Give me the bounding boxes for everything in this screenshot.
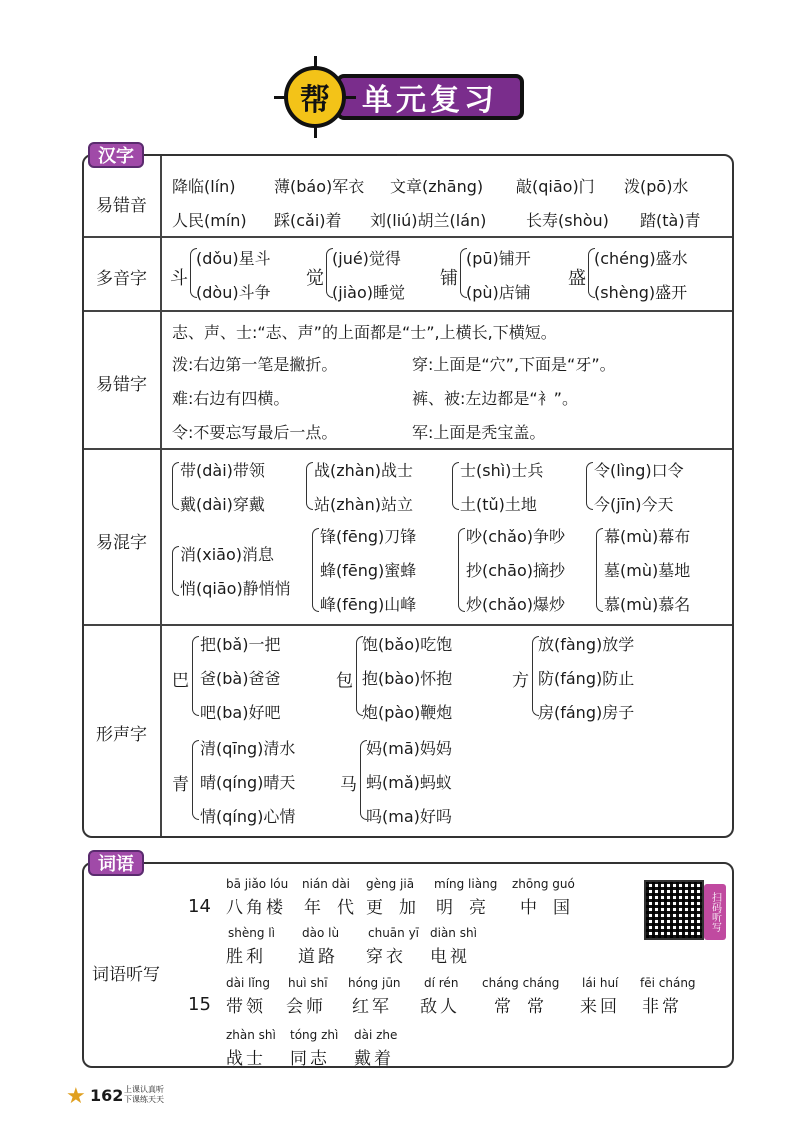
phonetic-item: 防(fáng)防止 [538, 669, 635, 688]
yicuoyin-item: 文章(zhāng) [390, 177, 484, 196]
qr-label: 扫码听写 [704, 884, 726, 940]
pinyin: cháng cháng [482, 976, 560, 990]
dictation-word: 同志 [290, 1049, 330, 1069]
pinyin: nián dài [302, 877, 351, 891]
phonetic-item: 吧(ba)好吧 [200, 703, 281, 722]
polyphone-reading: (dǒu)星斗 [196, 249, 271, 268]
dictation-word: 来回 [580, 997, 620, 1017]
yicuoyin-item: 踩(cǎi)着 [274, 211, 342, 230]
phonetic-item: 蚂(mǎ)蚂蚁 [366, 773, 452, 792]
pinyin: hóng jūn [348, 976, 401, 990]
dictation-word: 中国 [520, 898, 586, 918]
yicuoyin-item: 泼(pō)水 [624, 177, 689, 196]
footer-note [124, 1085, 164, 1105]
yicuoyin-item: 降临(lín) [172, 177, 236, 196]
pinyin: dào lù [302, 926, 340, 940]
row-label-yicuozi: 易错字 [96, 375, 147, 395]
pinyin: dài lǐng [226, 976, 271, 990]
polyphone-reading: (dòu)斗争 [196, 283, 271, 302]
polyphone-reading: (chéng)盛水 [594, 249, 688, 268]
star-icon: ★ [66, 1084, 86, 1109]
brace [312, 528, 319, 612]
row-divider [84, 624, 732, 626]
page-title: 单元复习 [336, 74, 524, 120]
dictation-word: 敌人 [420, 997, 460, 1017]
brace [586, 462, 593, 510]
pinyin: míng liàng [434, 877, 498, 891]
phonetic-item: 房(fáng)房子 [538, 703, 635, 722]
brace [306, 462, 313, 510]
polyphone-char: 盛 [568, 268, 586, 289]
yicuozi-note: 泼:右边第一笔是撇折。 [172, 355, 338, 374]
confusable-item: 峰(fēng)山峰 [320, 595, 417, 614]
confusable-item: 抄(chāo)摘抄 [466, 561, 566, 580]
dictation-word: 道路 [298, 947, 338, 967]
pinyin: fēi cháng [640, 976, 696, 990]
brace [596, 528, 603, 612]
row-label-duoyinzi: 多音字 [96, 269, 147, 289]
confusable-item: 墓(mù)墓地 [604, 561, 691, 580]
row-label-yihunzi: 易混字 [96, 533, 147, 553]
lesson-number-14: 14 [188, 896, 211, 917]
confusable-item: 悄(qiāo)静悄悄 [180, 579, 291, 598]
yicuozi-note: 穿:上面是“穴”,下面是“牙”。 [412, 355, 616, 374]
confusable-item: 带(dài)带领 [180, 461, 265, 480]
confusable-item: 慕(mù)慕名 [604, 595, 691, 614]
polyphone-reading: (shèng)盛开 [594, 283, 688, 302]
pinyin: lái huí [582, 976, 619, 990]
yicuoyin-item: 踏(tà)青 [640, 211, 701, 230]
yicuozi-note: 令:不要忘写最后一点。 [172, 423, 338, 442]
confusable-item: 锋(fēng)刀锋 [320, 527, 417, 546]
phonetic-root: 包 [336, 671, 353, 691]
confusable-item: 令(lìng)口令 [594, 461, 684, 480]
polyphone-reading: (jiào)睡觉 [332, 283, 405, 302]
header-badge: 帮 [284, 66, 346, 128]
dictation-word: 戴着 [354, 1049, 394, 1069]
pinyin: chuān yī [368, 926, 420, 940]
row-divider [84, 236, 732, 238]
brace [192, 636, 199, 716]
phonetic-item: 妈(mā)妈妈 [366, 739, 452, 758]
dictation-word: 红军 [352, 997, 392, 1017]
section-tag-hanzi: 汉字 [88, 142, 144, 168]
dictation-word: 明亮 [436, 898, 502, 918]
phonetic-root: 巴 [172, 671, 189, 691]
phonetic-root: 方 [512, 671, 529, 691]
pinyin: shèng lì [228, 926, 275, 940]
confusable-item: 士(shì)士兵 [460, 461, 544, 480]
row-divider [84, 448, 732, 450]
pinyin: zhàn shì [226, 1028, 276, 1042]
brace [458, 528, 465, 612]
yicuoyin-item: 长寿(shòu) [526, 211, 609, 230]
confusable-item: 土(tǔ)土地 [460, 495, 537, 514]
label-column-divider [160, 156, 162, 836]
pinyin: diàn shì [430, 926, 477, 940]
confusable-item: 炒(chǎo)爆炒 [466, 595, 566, 614]
phonetic-item: 情(qíng)心情 [200, 807, 296, 826]
row-label-dictation: 词语听写 [92, 965, 160, 985]
dictation-word: 胜利 [226, 947, 266, 967]
dictation-word: 年代 [304, 898, 370, 918]
phonetic-item: 清(qīng)清水 [200, 739, 296, 758]
yicuozi-note: 裤、被:左边都是“衤”。 [412, 389, 578, 408]
pinyin: tóng zhì [290, 1028, 339, 1042]
polyphone-char: 铺 [440, 268, 458, 289]
lesson-number-15: 15 [188, 994, 211, 1015]
section-tag-ciyu: 词语 [88, 850, 144, 876]
pinyin: dài zhe [354, 1028, 398, 1042]
yicuoyin-item: 刘(liú)胡兰(lán) [370, 211, 487, 230]
yicuozi-note: 难:右边有四横。 [172, 389, 290, 408]
polyphone-reading: (pū)铺开 [466, 249, 531, 268]
dictation-word: 常常 [494, 997, 560, 1017]
row-label-yicuoyin: 易错音 [96, 196, 147, 216]
phonetic-root: 青 [172, 775, 189, 795]
yicuoyin-item: 薄(báo)军衣 [274, 177, 365, 196]
polyphone-reading: (jué)觉得 [332, 249, 401, 268]
yicuozi-note: 志、声、士:“志、声”的上面都是“士”,上横长,下横短。 [172, 323, 557, 342]
confusable-item: 站(zhàn)站立 [314, 495, 413, 514]
yicuoyin-item: 人民(mín) [172, 211, 247, 230]
phonetic-item: 饱(bǎo)吃饱 [362, 635, 453, 654]
confusable-item: 幕(mù)幕布 [604, 527, 691, 546]
phonetic-item: 把(bǎ)一把 [200, 635, 281, 654]
phonetic-item: 放(fàng)放学 [538, 635, 635, 654]
qr-code[interactable] [644, 880, 704, 940]
row-label-xingshengzi: 形声字 [96, 725, 147, 745]
polyphone-char: 斗 [170, 268, 188, 289]
footer-note-line: 上课认真听 [124, 1085, 164, 1094]
confusable-item: 今(jīn)今天 [594, 495, 674, 514]
confusable-item: 戴(dài)穿戴 [180, 495, 265, 514]
polyphone-reading: (pù)店铺 [466, 283, 531, 302]
phonetic-item: 炮(pào)鞭炮 [362, 703, 453, 722]
brace [452, 462, 459, 510]
phonetic-item: 吗(ma)好吗 [366, 807, 452, 826]
brace [172, 462, 179, 510]
pinyin: dí rén [424, 976, 459, 990]
brace [172, 546, 179, 596]
polyphone-char: 觉 [306, 268, 324, 289]
dictation-word: 八角楼 [226, 898, 286, 918]
row-divider [84, 310, 732, 312]
dictation-word: 电视 [430, 947, 470, 967]
footer-note-line: 下课练天天 [124, 1095, 164, 1104]
confusable-item: 战(zhàn)战士 [314, 461, 413, 480]
phonetic-root: 马 [340, 775, 357, 795]
pinyin: huì shī [288, 976, 328, 990]
dictation-word: 穿衣 [366, 947, 406, 967]
phonetic-item: 爸(bà)爸爸 [200, 669, 281, 688]
brace [192, 740, 199, 820]
phonetic-item: 晴(qíng)晴天 [200, 773, 296, 792]
phonetic-item: 抱(bào)怀抱 [362, 669, 453, 688]
confusable-item: 蜂(fēng)蜜蜂 [320, 561, 417, 580]
yicuozi-note: 军:上面是秃宝盖。 [412, 423, 546, 442]
dictation-word: 带领 [226, 997, 266, 1017]
pinyin: bā jiǎo lóu [226, 877, 289, 891]
dictation-word: 非常 [642, 997, 682, 1017]
pinyin: zhōng guó [512, 877, 575, 891]
yicuoyin-item: 敲(qiāo)门 [516, 177, 595, 196]
dictation-word: 会师 [286, 997, 326, 1017]
page-number: 162 [90, 1086, 124, 1105]
dictation-word: 更加 [366, 898, 432, 918]
confusable-item: 消(xiāo)消息 [180, 545, 274, 564]
pinyin: gèng jiā [366, 877, 415, 891]
confusable-item: 吵(chǎo)争吵 [466, 527, 566, 546]
dictation-word: 战士 [226, 1049, 266, 1069]
